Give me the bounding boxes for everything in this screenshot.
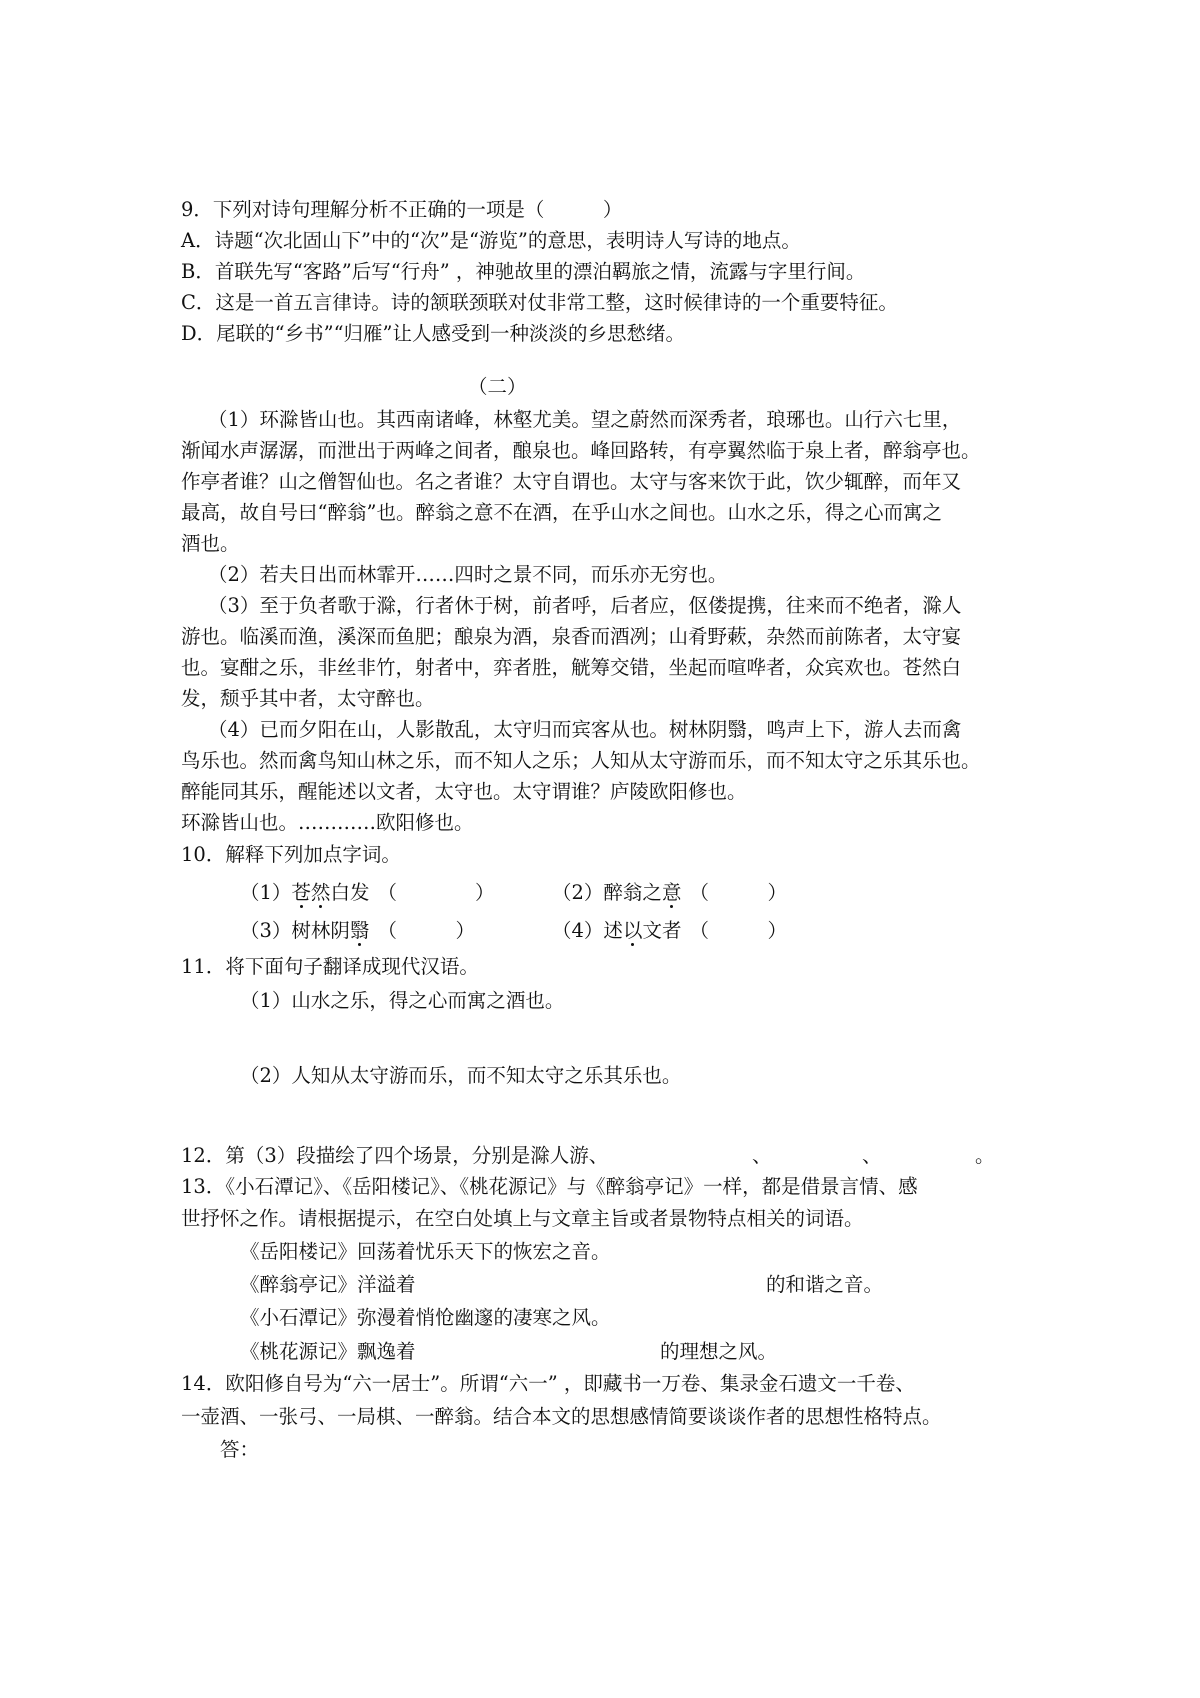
q14-stem: 一壶酒、一张弓、一局棋、一醉翁。结合本文的思想感情简要谈谈作者的思想性格特点。 — [181, 1405, 942, 1428]
passage-line: 环滁皆山也。…………欧阳修也。 — [181, 811, 474, 834]
section-title: （二） — [468, 375, 527, 398]
passage-line: 最高，故自号曰“醉翁”也。醉翁之意不在酒，在乎山水之间也。山水之乐，得之心而寓之 — [181, 501, 942, 524]
passage-line: 酒也。 — [181, 532, 240, 555]
q9-option-a: A．诗题“次北固山下”中的“次”是“游览”的意思，表明诗人写诗的地点。 — [181, 229, 801, 252]
q10-stem: 10．解释下列加点字词。 — [181, 843, 401, 866]
q10-item-4: （4）述以 文者 （ ） — [552, 914, 787, 948]
q13-row: 《岳阳楼记》回荡着忧乐天下的恢宏之音。 — [240, 1240, 611, 1263]
q9-stem: 9．下列对诗句理解分析不正确的一项是（ ） — [181, 198, 623, 221]
q9-option-b: B．首联先写“客路”后写“行舟” ，神驰故里的漂泊羁旅之情，流露与字里行间。 — [181, 260, 866, 283]
q12-stem: 12．第（3）段描绘了四个场景，分别是滁人游、 — [181, 1144, 609, 1167]
dotted-word: 以 — [623, 919, 643, 942]
dotted-word: 意 — [662, 881, 682, 904]
q13-row: 《桃花源记》飘逸着 — [240, 1340, 416, 1363]
q11-item-1: （1）山水之乐，得之心而寓之酒也。 — [240, 989, 565, 1012]
dotted-word: 翳 — [350, 919, 370, 942]
q13-row-tail: 的理想之风。 — [660, 1340, 778, 1363]
passage-line: 游也。临溪而渔，溪深而鱼肥；酿泉为酒，泉香而酒冽；山肴野蔌，杂然而前陈者，太守宴 — [181, 625, 962, 648]
q13-stem: 13．《小石潭记》、《岳阳楼记》、《桃花源记》与《醉翁亭记》一样，都是借景言情、感 — [181, 1175, 918, 1198]
passage-line: 醉能同其乐，醒能述以文者，太守也。太守谓谁？庐陵欧阳修也。 — [181, 780, 747, 803]
q14-stem: 14．欧阳修自号为“六一居士”。所谓“六一” ，即藏书一万卷、集录金石遗文一千卷、 — [181, 1372, 915, 1395]
passage-line: 渐闻水声潺潺，而泄出于两峰之间者，酿泉也。峰回路转，有亭翼然临于泉上者，醉翁亭也。 — [181, 439, 981, 462]
passage-line: 也。宴酣之乐，非丝非竹，射者中，弈者胜，觥筹交错，坐起而喧哗者，众宾欢也。苍然白 — [181, 656, 962, 679]
passage-line: （3）至于负者歌于滁，行者休于树，前者呼，后者应，伛偻提携，往来而不绝者，滁人 — [208, 594, 962, 617]
q11-item-2: （2）人知从太守游而乐，而不知太守之乐其乐也。 — [240, 1064, 682, 1087]
q10-item-3: （3）树林阴翳 （ ） — [240, 914, 475, 948]
q12-sep: 、 — [862, 1144, 882, 1167]
answer-label: 答： — [220, 1438, 260, 1461]
q11-stem: 11．将下面句子翻译成现代汉语。 — [181, 955, 479, 978]
q10-item-2: （2）醉翁之意 （ ） — [552, 876, 787, 910]
passage-line: 发，颓乎其中者，太守醉也。 — [181, 687, 435, 710]
q10-item-1: （1）苍然 白发 （ ） — [240, 876, 494, 910]
passage-line: 鸟乐也。然而禽鸟知山林之乐，而不知人之乐；人知从太守游而乐，而不知太守之乐其乐也。 — [181, 749, 981, 772]
q13-row-tail: 的和谐之音。 — [766, 1273, 884, 1296]
q13-stem: 世抒怀之作。请根据提示，在空白处填上与文章主旨或者景物特点相关的词语。 — [181, 1207, 864, 1230]
passage-line: （4）已而夕阳在山，人影散乱，太守归而宾客从也。树林阴翳，鸣声上下，游人去而禽 — [208, 718, 962, 741]
q13-row: 《小石潭记》弥漫着悄怆幽邃的凄寒之风。 — [240, 1306, 611, 1329]
passage-line: （2）若夫日出而林霏开……四时之景不同，而乐亦无穷也。 — [208, 563, 728, 586]
passage-line: （1）环滁皆山也。其西南诸峰，林壑尤美。望之蔚然而深秀者，琅琊也。山行六七里， — [208, 408, 962, 431]
q12-sep: 。 — [975, 1144, 995, 1167]
q12-sep: 、 — [752, 1144, 772, 1167]
q9-option-c: C．这是一首五言律诗。诗的颔联颈联对仗非常工整，这时候律诗的一个重要特征。 — [181, 291, 898, 314]
passage-line: 作亭者谁？山之僧智仙也。名之者谁？太守自谓也。太守与客来饮于此，饮少辄醉，而年又 — [181, 470, 962, 493]
dotted-word: 苍然 — [291, 881, 330, 904]
q13-row: 《醉翁亭记》洋溢着 — [240, 1273, 416, 1296]
q9-option-d: D．尾联的“乡书”“归雁”让人感受到一种淡淡的乡思愁绪。 — [181, 322, 686, 345]
